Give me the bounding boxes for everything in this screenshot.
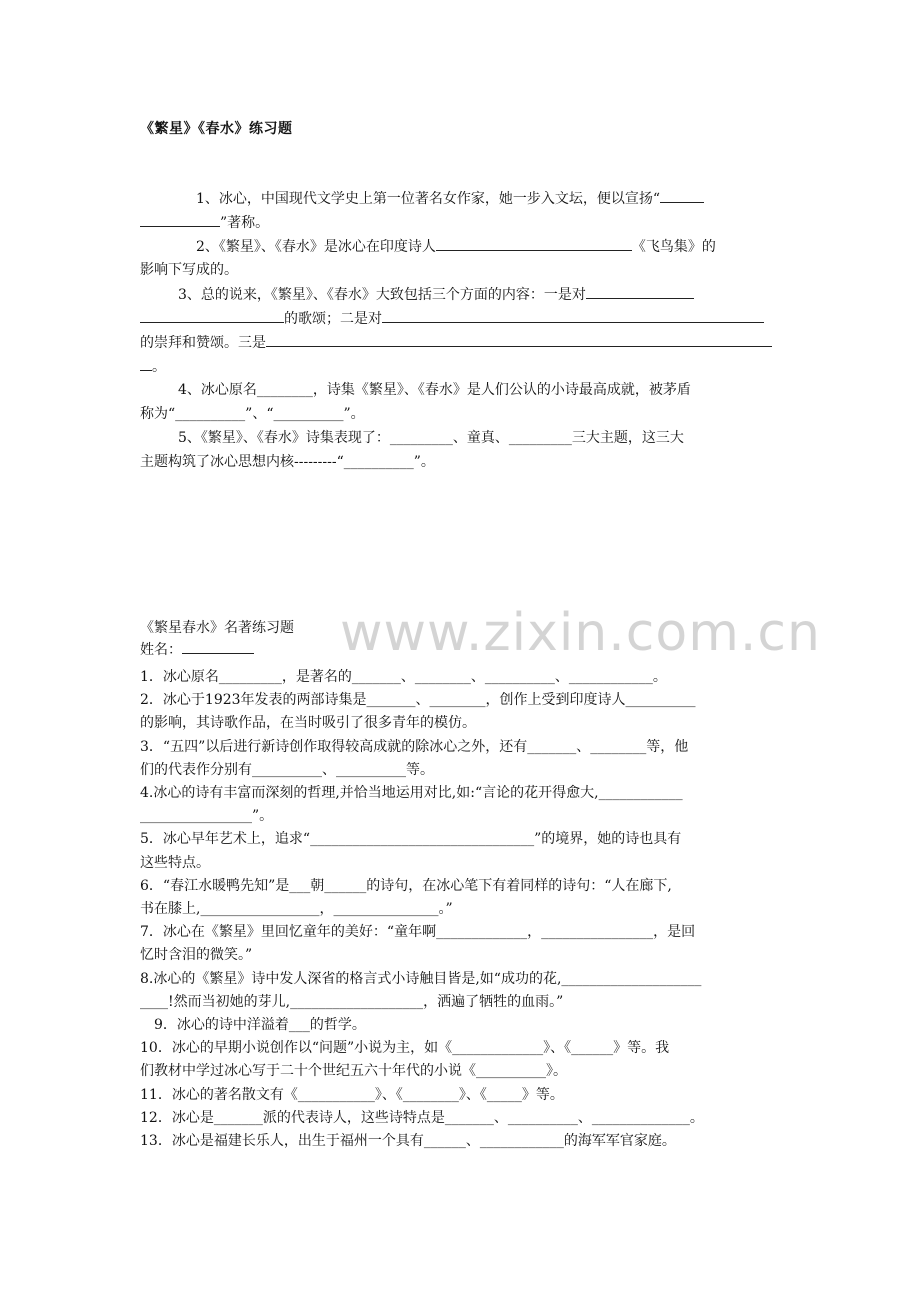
question-line: 9．冰心的诗中洋溢着___的哲学。 [140,1017,366,1033]
question-line: 8.冰心的《繁星》诗中发人深省的格言式小诗触目皆是,如“成功的花,____________________ [140,970,702,987]
q4-line-b: 称为“__________”、“__________”。 [140,406,365,422]
question-line: 7．冰心在《繁星》里回忆童年的美好：“童年啊_____________，________________，是回 [140,924,696,941]
q4-line-a: 4、冰心原名________，诗集《繁星》、《春水》是人们公认的小诗最高成就，被茅盾 [178,382,691,398]
blank [140,308,284,323]
question-line: 2．冰心于1923年发表的两部诗集是_______、________，创作上受到印度诗人__________ [140,692,696,709]
question-line: 6．“春江水暖鸭先知”是___朝______的诗句，在冰心笔下有着同样的诗句：“人在廊下, [140,877,672,894]
q1-line-b: ”著称。 [140,212,780,233]
section2-title: 《繁星春水》名著练习题 [140,620,294,636]
question-line: 忆时含泪的微笑。” [140,947,253,964]
question-line: 5．冰心早年艺术上，追求“________________________________”的境界，她的诗也具有 [140,831,682,848]
blank [436,236,632,251]
question-line: 3．“五四”以后进行新诗创作取得较高成就的除冰心之外，还有_______、________等，他 [140,738,689,755]
q1-line-a: 1、冰心，中国现代文学史上第一位著名女作家，她一步入文坛，便以宣扬“ [196,188,780,209]
question-line: 1．冰心原名_________，是著名的_______、________、__________、____________。 [140,669,667,685]
question-line: 11．冰心的著名散文有《___________》、《________》、《_____》等。 [140,1086,564,1103]
question-line: 书在膝上,_________________，_______________。” [140,901,453,917]
question-line: 的影响，其诗歌作品，在当时吸引了很多青年的模仿。 [140,715,476,732]
question-line: 4.冰心的诗有丰富而深刻的哲理,并恰当地运用对比,如:“言论的花开得愈大,____________ [140,785,683,801]
question-line: 13．冰心是福建长乐人，出生于福州一个具有______、____________的海军军官家庭。 [140,1133,676,1149]
question-line: 们教材中学过冰心写于二十个世纪五六十年代的小说《__________》。 [140,1063,567,1080]
watermark-text: www.zixin.com.cn [340,603,821,663]
blank [140,212,220,227]
blank [586,284,694,299]
q3-line-b: 的歌颂；二是对 [140,308,780,329]
name-blank [182,639,254,654]
q3-line-d: 。 [140,356,780,377]
q3-line-a: 3、总的说来，《繁星》、《春水》大致包括三个方面的内容：一是对 [178,284,780,305]
blank [266,332,772,347]
question-line: 这些特点。 [140,854,210,871]
q3-line-c: 的崇拜和赞颂。三是 [140,332,780,353]
q5-line-a: 5、《繁星》、《春水》诗集表现了：_________、童真、_________三大主题，这三大 [178,430,684,446]
q2-line-b: 影响下写成的。 [140,262,238,278]
question-line: 12．冰心是_______派的代表诗人，这些诗特点是_______、__________、______________。 [140,1109,704,1126]
q5-line-b: 主题构筑了冰心思想内核---------“__________”。 [140,454,435,470]
blank [382,308,764,323]
blank [140,356,152,371]
section1-title: 《繁星》《春水》练习题 [140,121,293,137]
question-line: 们的代表作分别有__________、__________等。 [140,761,434,778]
question-line: ________________”。 [140,808,274,825]
name-field-row: 姓名： [140,639,780,661]
q2-line-a: 2、《繁星》、《春水》是冰心在印度诗人 《飞鸟集》的 [196,236,780,257]
blank [660,188,704,203]
question-line: 10．冰心的早期小说创作以“问题”小说为主，如《_____________》、《______》等。我 [140,1040,670,1057]
question-line: ____!然而当初她的芽儿,___________________，洒遍了牺牲的血雨。” [140,993,564,1010]
